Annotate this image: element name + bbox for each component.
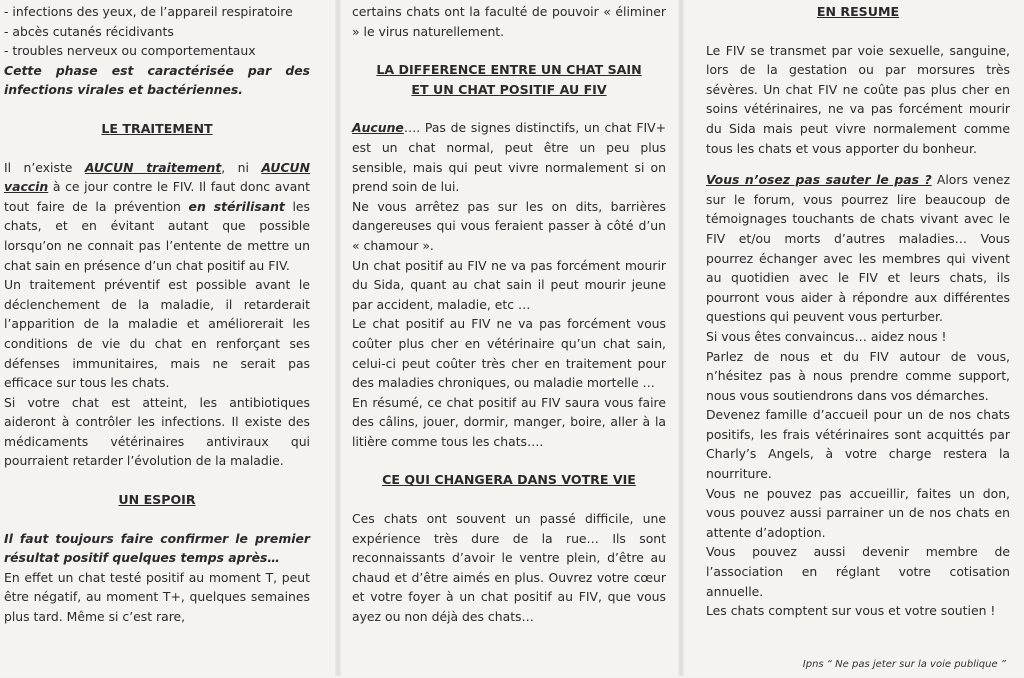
changera-paragraph: Ces chats ont souvent un passé difficile, une expérience très dure de la rue… Ils sont reconnaissants d’avoir le ventre plein, d’être au chaud et d’être aimés en plus. Ouvrez votre cœur et votre foyer à un chat positif au FIV, que vous ayez ou non déjà des chats… — [352, 511, 666, 625]
text-span: les chats, et en évitant autant que possible lorsqu’on ne connait pas l’entente de mettre un chat sain en présence d’un chat positif au FIV. — [4, 198, 310, 273]
text-span: , ni — [221, 159, 262, 175]
traitement-paragraph-1 — [4, 158, 310, 276]
footer-ipns-note: Ipns “ Ne pas jeter sur la voie publique ” — [802, 659, 1006, 670]
resume-paragraph-2 — [706, 170, 1010, 327]
heading-traitement: LE TRAITEMENT — [101, 120, 213, 136]
text-span: …. Pas de signes distinctifs, un chat FIV+ est un chat normal, peut être un peu plus sensible, mais qui peut vivre normalement si on prend soin de lui. — [352, 120, 666, 195]
column-left — [4, 2, 310, 678]
fold-line-left — [335, 0, 341, 676]
heading-changera: CE QUI CHANGERA DANS VOTRE VIE — [382, 472, 636, 488]
emphasis-aucun-traitement: AUCUN traitement — [84, 159, 222, 175]
difference-paragraph-3: Un chat positif au FIV ne va pas forcément mourir du Sida, quant au chat sain il peut mourir jeune par accident, maladie, etc … — [352, 257, 666, 312]
resume-paragraph-3: Si vous êtes convaincus… aidez nous ! — [706, 328, 947, 344]
column-right — [706, 2, 1010, 678]
emphasis-aucun-vaccin: AUCUN vaccin — [4, 159, 310, 195]
espoir-paragraph-2: En effet un chat testé positif au moment T, peut être négatif, au moment T+, quelques semaines plus tard. Même si c’est rare, — [4, 569, 310, 625]
difference-paragraph-5: En résumé, ce chat positif au FIV saura vous faire des câlins, jouer, dormir, manger, boire, aller à la litière comme tous les chats…. — [352, 394, 666, 449]
emphasis-aucune: Aucune — [352, 120, 404, 136]
bullet-item: - infections des yeux, de l’appareil respiratoire — [4, 4, 293, 19]
bullet-item: - abcès cutanés récidivants — [4, 23, 174, 39]
emphasis-sterilisant: en stérilisant — [188, 198, 285, 214]
resume-paragraph-1: Le FIV se transmet par voie sexuelle, sanguine, lors de la gestation ou par morsures très sévères. Un chat FIV ne coûte pas plus cher en soins vétérinaires, ne va pas forcément mourir du Sida mais peut vivre normalement comme tous les chats et vous apporter du bonheur. — [706, 42, 1010, 156]
text-span: à ce jour contre le FIV. Il faut donc avant tout faire de la prévention — [4, 179, 310, 214]
heading-difference-line1: LA DIFFERENCE ENTRE UN CHAT SAIN — [376, 62, 642, 78]
difference-paragraph-4: Le chat positif au FIV ne va pas forcément vous coûter plus cher en vétérinaire qu’un chat sain, celui-ci peut coûter très cher en traitement pour des maladies chroniques, ou maladie mortelle … — [352, 316, 666, 391]
resume-paragraph-6: Vous ne pouvez pas accueillir, faites un don, vous pouvez aussi parrainer un de nos chats en attente d’adoption. — [706, 485, 1010, 540]
fold-line-right — [678, 0, 684, 676]
traitement-paragraph-2: Un traitement préventif est possible avant le déclenchement de la maladie, il retarderait l’apparition de la maladie et améliorerait les conditions de vie du chat en renforçant ses défenses immunitaires, mais ne serait pas efficace sur tous les chats. — [4, 277, 310, 391]
traitement-paragraph-3: Si votre chat est atteint, les antibiotiques aideront à contrôler les infections. Il existe des médicaments vétérinaires antiviraux qui pourraient retarder l’évolution de la maladie. — [4, 394, 310, 469]
resume-paragraph-4: Parlez de nous et du FIV autour de vous, n’hésitez pas à nous prendre comme support, nous vous soutiendrons dans vos démarches. — [706, 348, 1010, 403]
emphasis-question: Vous n’osez pas sauter le pas ? — [706, 172, 932, 188]
bullet-item: - troubles nerveux ou comportementaux — [4, 43, 256, 59]
heading-difference-line2: ET UN CHAT POSITIF AU FIV — [411, 81, 607, 97]
column-middle — [352, 2, 666, 678]
heading-resume: EN RESUME — [816, 4, 900, 19]
difference-paragraph-2: Ne vous arrêtez pas sur les on dits, barrières dangereuses qui vous feraient passer à côté d’un « chamour ». — [352, 198, 666, 253]
difference-paragraph-1 — [352, 118, 666, 196]
phase-note: Cette phase est caractérisée par des infections virales et bactériennes. — [4, 62, 310, 98]
resume-paragraph-5: Devenez famille d’accueil pour un de nos chats positifs, les frais vétérinaires sont acquittés par Charly’s Angels, à votre charge restera la nourriture. — [706, 407, 1010, 482]
text-span: Il n’existe — [4, 159, 85, 175]
espoir-paragraph-1: Il faut toujours faire confirmer le premier résultat positif quelques temps après… — [4, 530, 310, 566]
text-span: Alors venez sur le forum, vous pourrez lire beaucoup de témoignages touchants de chats vivant avec le FIV et/ou morts d’autres maladies… Vous pourrez échanger avec les membres qui vivent au quotidien avec le FIV et leurs chats, ils pourront vous aider à répondre aux différentes questions qui peuvent vous perturber. — [706, 172, 1010, 325]
resume-paragraph-8: Les chats comptent sur vous et votre soutien ! — [706, 603, 996, 619]
continuation-paragraph: certains chats ont la faculté de pouvoir « éliminer » le virus naturellement. — [352, 4, 666, 39]
heading-espoir: UN ESPOIR — [118, 492, 196, 508]
resume-paragraph-7: Vous pouvez aussi devenir membre de l’association en réglant votre cotisation annuelle. — [706, 544, 1010, 599]
